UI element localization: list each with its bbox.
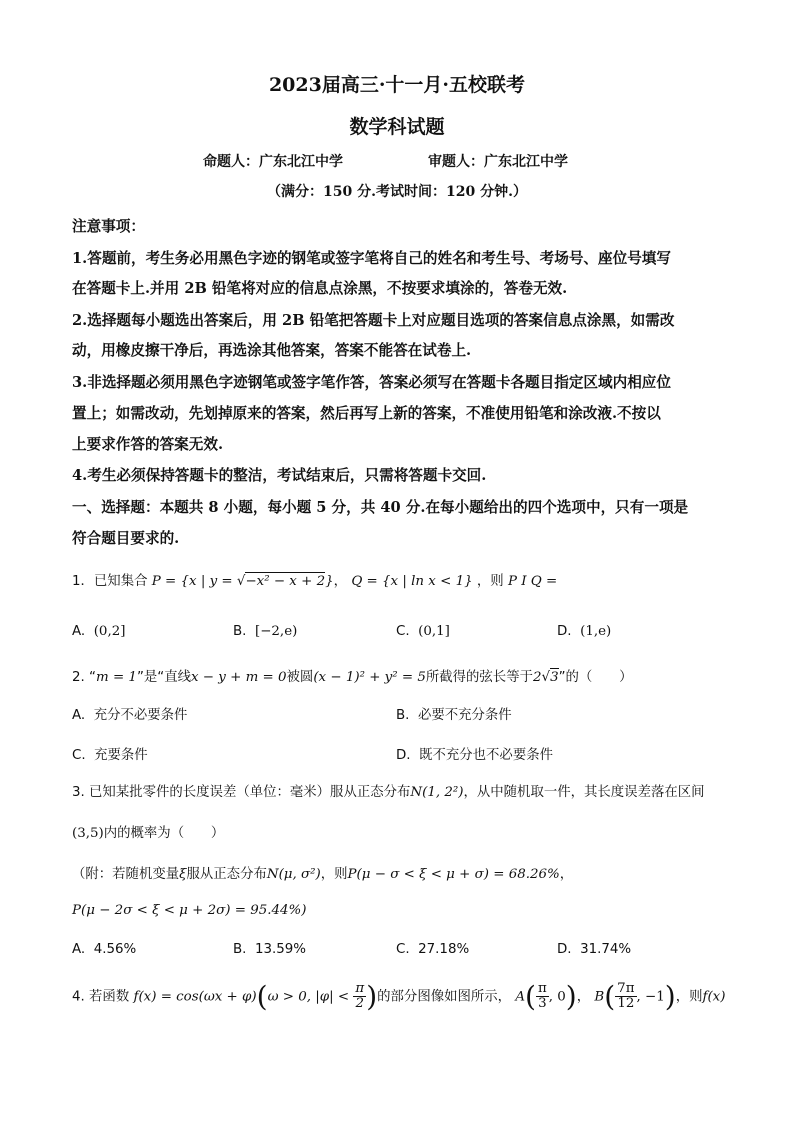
section-heading-cont: 符合题目要求的.: [72, 530, 180, 547]
q1-ask: P I Q =: [507, 574, 558, 589]
question-2: 2. “m = 1”是“直线x − y + m = 0被圆(x − 1)² + y² = 5所截得的弦长等于2√3”的（ ）: [72, 670, 633, 685]
note-line: 置上；如需改动，先划掉原来的答案，然后再写上新的答案，不准使用铅笔和涂改液.不按以: [72, 405, 661, 422]
q3-option-d: D. 31.74%: [557, 942, 632, 957]
section-heading: 一、选择题：本题共 8 小题，每小题 5 分，共 40 分.在每小题给出的四个选项中，只有一项是: [72, 499, 689, 516]
set-P: P = {x | y = √−x² − x + 2}: [151, 574, 334, 589]
q3-option-c: C. 27.18%: [396, 942, 470, 957]
q2-option-b: B. 必要不充分条件: [396, 708, 512, 723]
note-line: 动，用橡皮擦干净后，再选涂其他答案，答案不能答在试卷上.: [72, 342, 472, 359]
q1-option-c: C. (0,1]: [396, 624, 450, 639]
q2-option-c: C. 充要条件: [72, 748, 148, 763]
notes-heading: 注意事项：: [72, 218, 145, 235]
q4-func: f(x) = cos(ωx + φ): [133, 989, 257, 1005]
q2-chord: 2√3: [532, 670, 559, 685]
pi-over-2: $\frac{\pi}{2}$: [355, 980, 365, 1011]
exam-title: 2023届高三·十一月·五校联考: [268, 74, 526, 96]
note-line: 2.选择题每小题选出答案后，用 2B 铅笔把答题卡上对应题目选项的答案信息点涂黑，如需改: [72, 312, 675, 329]
setter: 命题人：广东北江中学: [203, 154, 343, 170]
question-3-note: （附：若随机变量ξ服从正态分布N(μ, σ²)，则P(μ − σ < ξ < μ + σ) = 68.26%，: [72, 867, 574, 882]
q3-option-b: B. 13.59%: [233, 942, 307, 957]
question-3: 3. 已知某批零件的长度误差（单位：毫米）服从正态分布N(1, 2²)，从中随机取一件，其长度误差落在区间: [72, 785, 705, 800]
q3-dist: N(1, 2²): [410, 785, 464, 800]
q3-p2: P(μ − 2σ < ξ < μ + 2σ) = 95.44%): [72, 903, 307, 918]
score-info: （满分：150 分.考试时间：120 分钟.）: [267, 184, 527, 200]
note-line: 上要求作答的答案无效.: [72, 436, 224, 453]
set-Q: Q = {x | ln x < 1}: [351, 574, 473, 589]
note-line: 4.考生必须保持答题卡的整洁，考试结束后，只需将答题卡交回.: [72, 467, 487, 484]
point-b-x: $\frac{7\pi}{12}$: [617, 980, 635, 1011]
question-4: 4. 若函数 f(x) = cos(ωx + φ)(ω > 0, |φ| < $\frac{\pi}{2}$ )的部分图像如图所示， A( $\frac{\pi}{3}$ , 0)， B( $\frac{7\pi}{12}$ , −1)，则f(x): [72, 980, 726, 1013]
q3-interval: (3,5): [72, 826, 104, 841]
note-line: 在答题卡上.并用 2B 铅笔将对应的信息点涂黑，不按要求填涂的，答卷无效.: [72, 280, 568, 297]
q1-option-a: A. (0,2]: [72, 624, 126, 639]
question-3-cont: (3,5)内的概率为（ ）: [72, 826, 225, 841]
q2-option-d: D. 既不充分也不必要条件: [396, 748, 553, 763]
q3-p1: P(μ − σ < ξ < μ + σ) = 68.26%: [347, 867, 560, 882]
note-line: 1.答题前，考生务必用黑色字迹的钢笔或签字笔将自己的姓名和考生号、考场号、座位号填写: [72, 250, 671, 267]
note-line: 3.非选择题必须用黑色字迹钢笔或签字笔作答，答案必须写在答题卡各题目指定区域内相应位: [72, 374, 671, 391]
exam-subject: 数学科试题: [349, 116, 445, 138]
q1-option-d: D. (1,e): [557, 624, 612, 639]
q2-line: x − y + m = 0: [190, 670, 287, 685]
q2-cond: m = 1: [95, 670, 137, 685]
question-3-note-cont: [72, 903, 307, 918]
q2-option-a: A. 充分不必要条件: [72, 708, 188, 723]
q1-prefix: 1．已知集合: [72, 574, 148, 589]
reviewer: 审题人：广东北江中学: [428, 154, 568, 170]
question-1: 1．已知集合 P = {x | y = √−x² − x + 2}， Q = {x | ln x < 1} ，则 P I Q =: [72, 574, 558, 589]
q1-option-b: B. [−2,e): [233, 624, 298, 639]
point-a-x: $\frac{\pi}{3}$: [537, 980, 547, 1011]
q1-suffix: ，则: [476, 574, 504, 589]
q2-circle: (x − 1)² + y² = 5: [313, 670, 426, 685]
q3-option-a: A. 4.56%: [72, 942, 137, 957]
